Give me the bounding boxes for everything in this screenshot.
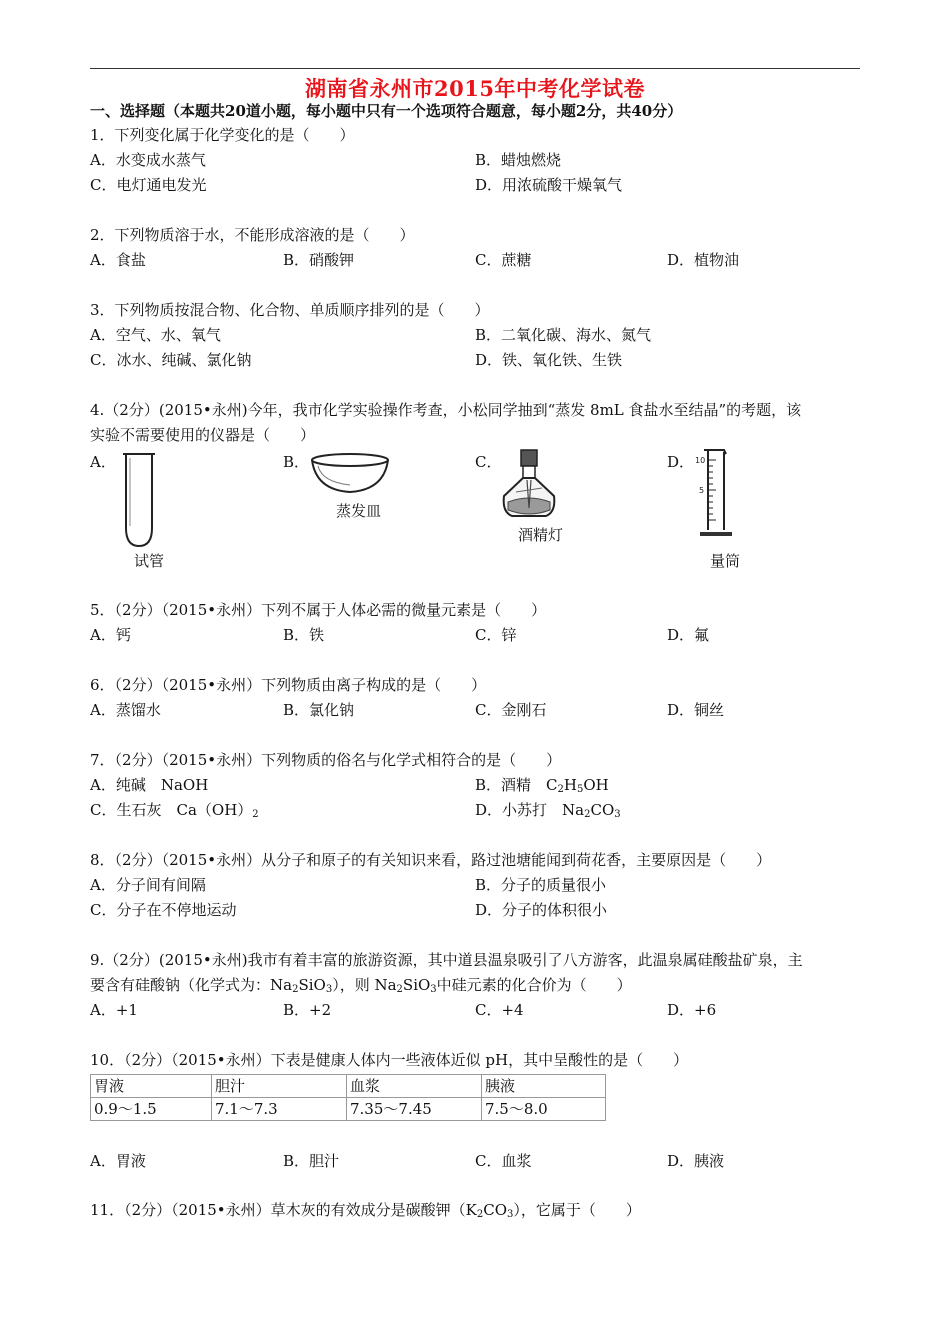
q10-stem: 10．（2分）（2015•永州）下表是健康人体内一些液体近似 pH，其中呈酸性的是（ ）: [90, 1051, 689, 1069]
q9-option-b: B．+2: [283, 1001, 332, 1019]
test-tube-icon: [118, 450, 160, 550]
table-cell: 0.9～1.5: [91, 1098, 212, 1121]
q1-option-d: D．用浓硫酸干燥氧气: [475, 176, 623, 194]
q7-option-b: B．酒精 $C_2H_5OH$: [475, 776, 609, 795]
q8-option-b: B．分子的质量很小: [475, 876, 607, 894]
q2-stem: 2．下列物质溶于水，不能形成溶液的是（ ）: [90, 226, 415, 244]
q5-option-c: C．锌: [475, 626, 517, 644]
q10-option-d: D．胰液: [667, 1152, 725, 1170]
table-cell: 胰液: [482, 1075, 606, 1098]
q4-option-d: D．: [667, 453, 695, 471]
q3-stem: 3．下列物质按混合物、化合物、单质顺序排列的是（ ）: [90, 301, 490, 319]
q9-option-a: A．+1: [90, 1001, 138, 1019]
q4-option-b: B．: [283, 453, 310, 471]
q4-option-c: C．: [475, 453, 502, 471]
table-row: [91, 1075, 606, 1098]
q4-caption-d: 量筒: [710, 552, 741, 570]
q7-option-c: C．生石灰 $Ca(OH)_2$: [90, 801, 259, 820]
q8-option-a: A．分子间有间隔: [90, 876, 206, 894]
table-row: [91, 1098, 606, 1121]
q4-caption-c: 酒精灯: [518, 526, 564, 544]
q3-option-a: A．空气、水、氧气: [90, 326, 221, 344]
q3-option-b: B．二氧化碳、海水、氮气: [475, 326, 652, 344]
cylinder-mark-10: 10: [695, 456, 706, 465]
q5-option-d: D．氟: [667, 626, 710, 644]
q6-option-d: D．铜丝: [667, 701, 725, 719]
q10-option-c: C．血浆: [475, 1152, 532, 1170]
page-title: 湖南省永州市2015年中考化学试卷: [305, 76, 645, 101]
q2-option-d: D．植物油: [667, 251, 740, 269]
q8-stem: 8．（2分）（2015•永州）从分子和原子的有关知识来看，路过池塘能闻到荷花香，主要原因是（ ）: [90, 851, 772, 869]
table-cell: 7.5～8.0: [482, 1098, 606, 1121]
graduated-cylinder-icon: [690, 448, 738, 540]
q6-option-b: B．氯化钠: [283, 701, 355, 719]
header-rule: [90, 68, 860, 69]
q6-option-a: A．蒸馏水: [90, 701, 161, 719]
q10-option-a: A．胃液: [90, 1152, 146, 1170]
q6-stem: 6．（2分）（2015•永州）下列物质由离子构成的是（ ）: [90, 676, 487, 694]
q3-option-d: D．铁、氧化铁、生铁: [475, 351, 623, 369]
q4-stem-line1: 4.（2分）(2015•永州)今年，我市化学实验操作考查，小松同学抽到“蒸发 8mL 食盐水至结晶”的考题，该: [90, 401, 802, 419]
q5-stem: 5．（2分）（2015•永州）下列不属于人体必需的微量元素是（ ）: [90, 601, 547, 619]
table-cell: 胆汁: [212, 1075, 347, 1098]
ph-table: [90, 1074, 606, 1121]
table-cell: 7.35～7.45: [347, 1098, 482, 1121]
q9-stem-line1: 9.（2分）(2015•永州)我市有着丰富的旅游资源，其中道县温泉吸引了八方游客，此温泉属硅酸盐矿泉，主: [90, 951, 803, 969]
q4-caption-b: 蒸发皿: [336, 502, 382, 520]
table-cell: 血浆: [347, 1075, 482, 1098]
q5-option-b: B．铁: [283, 626, 325, 644]
q1-option-c: C．电灯通电发光: [90, 176, 207, 194]
table-cell: 7.1～7.3: [212, 1098, 347, 1121]
q2-option-c: C．蔗糖: [475, 251, 532, 269]
q1-option-a: A．水变成水蒸气: [90, 151, 206, 169]
q8-option-c: C．分子在不停地运动: [90, 901, 237, 919]
q9-option-d: D．+6: [667, 1001, 717, 1019]
q7-option-a: A．纯碱 NaOH: [90, 776, 209, 794]
q3-option-c: C．冰水、纯碱、氯化钠: [90, 351, 252, 369]
section-heading: 一、选择题（本题共20道小题，每小题中只有一个选项符合题意，每小题2分，共40分）: [90, 102, 683, 120]
q9-stem-line2: 要含有硅酸钠（化学式为：$Na_2SiO_3$），则 $Na_2SiO_3$中硅元素的化合价为（ ）: [90, 976, 632, 995]
q2-option-a: A．食盐: [90, 251, 146, 269]
q4-caption-a: 试管: [134, 552, 165, 570]
q4-option-a: A．: [90, 453, 116, 471]
q1-option-b: B．蜡烛燃烧: [475, 151, 562, 169]
table-cell: 胃液: [91, 1075, 212, 1098]
q2-option-b: B．硝酸钾: [283, 251, 355, 269]
q4-stem-line2: 实验不需要使用的仪器是（ ）: [90, 426, 316, 444]
q11-stem: 11．（2分）（2015•永州）草木灰的有效成分是碳酸钾$(K_2CO_3)$，它属于（ ）: [90, 1201, 641, 1220]
q9-option-c: C．+4: [475, 1001, 524, 1019]
q7-option-d: D．小苏打 $Na_2CO_3$: [475, 801, 621, 820]
cylinder-mark-5: 5: [699, 486, 705, 495]
q1-stem: 1．下列变化属于化学变化的是（ ）: [90, 126, 355, 144]
q7-stem: 7．（2分）（2015•永州）下列物质的俗名与化学式相符合的是（ ）: [90, 751, 562, 769]
q10-option-b: B．胆汁: [283, 1152, 340, 1170]
evaporating-dish-icon: [308, 452, 392, 498]
alcohol-lamp-icon: [498, 448, 560, 520]
q8-option-d: D．分子的体积很小: [475, 901, 608, 919]
q6-option-c: C．金刚石: [475, 701, 547, 719]
q5-option-a: A．钙: [90, 626, 131, 644]
